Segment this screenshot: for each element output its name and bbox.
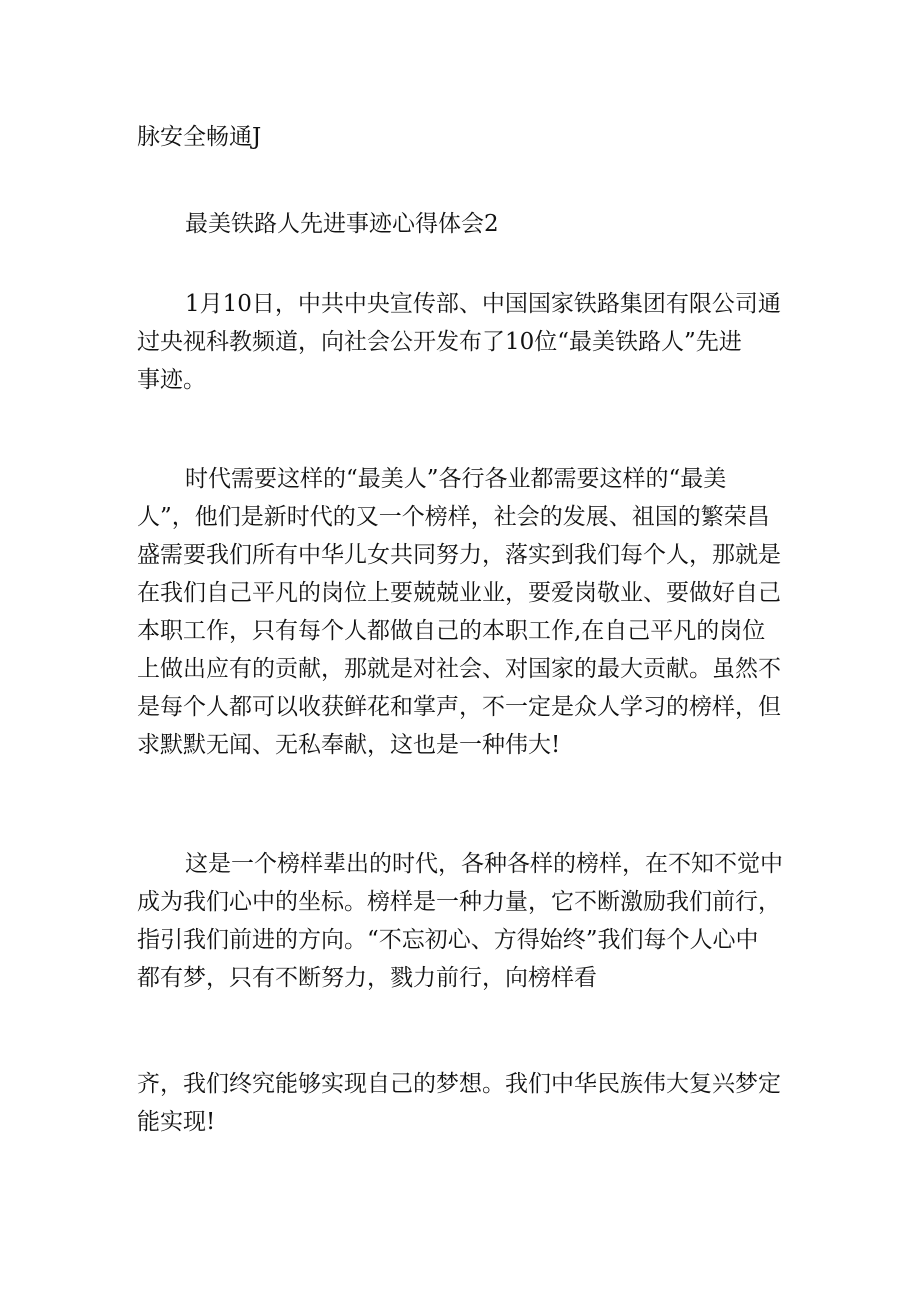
text-line: 这是一个榜样辈出的时代，各种各样的榜样，在不知不觉中 (185, 851, 783, 877)
paragraph-3 (137, 845, 797, 997)
paragraph-2 (137, 460, 797, 764)
paragraph-4 (137, 1065, 797, 1141)
text-line: 过央视科教频道，向社会公开发布了10位“最美铁路人”先进 (137, 329, 742, 355)
paragraph-1 (137, 285, 797, 399)
text-line: 上做出应有的贡献，那就是对社会、对国家的最大贡献。虽然不 (137, 656, 781, 682)
text-line: 时代需要这样的“最美人”各行各业都需要这样的“最美 (185, 466, 727, 492)
text-line: 盛需要我们所有中华儿女共同努力，落实到我们每个人，那就是 (137, 542, 781, 568)
text-line: 齐，我们终究能够实现自己的梦想。我们中华民族伟大复兴梦定 (137, 1071, 781, 1097)
document-heading (137, 205, 797, 243)
text-line: 1月10日，中共中央宣传部、中国国家铁路集团有限公司通 (185, 291, 781, 317)
top-fragment (137, 118, 797, 156)
text-line: 本职工作，只有每个人都做自己的本职工作,在自己平凡的岗位 (137, 618, 766, 644)
text-line: 都有梦，只有不断努力，戮力前行，向榜样看 (137, 965, 597, 991)
text-line: 脉安全畅通J (137, 124, 262, 150)
text-line: 求默默无闻、无私奉献，这也是一种伟大! (137, 732, 561, 758)
text-line: 人”，他们是新时代的又一个榜样，社会的发展、祖国的繁荣昌 (137, 504, 770, 530)
text-line: 是每个人都可以收获鲜花和掌声，不一定是众人学习的榜样，但 (137, 694, 781, 720)
text-line: 指引我们前进的方向。“不忘初心、方得始终”我们每个人心中 (137, 927, 759, 953)
heading-text: 最美铁路人先进事迹心得体会2 (185, 211, 499, 237)
text-line: 在我们自己平凡的岗位上要兢兢业业，要爱岗敬业、要做好自己 (137, 580, 781, 606)
text-line: 事迹。 (137, 367, 206, 393)
text-line: 能实现! (137, 1109, 216, 1135)
text-line: 成为我们心中的坐标。榜样是一种力量，它不断激励我们前行， (137, 889, 781, 915)
